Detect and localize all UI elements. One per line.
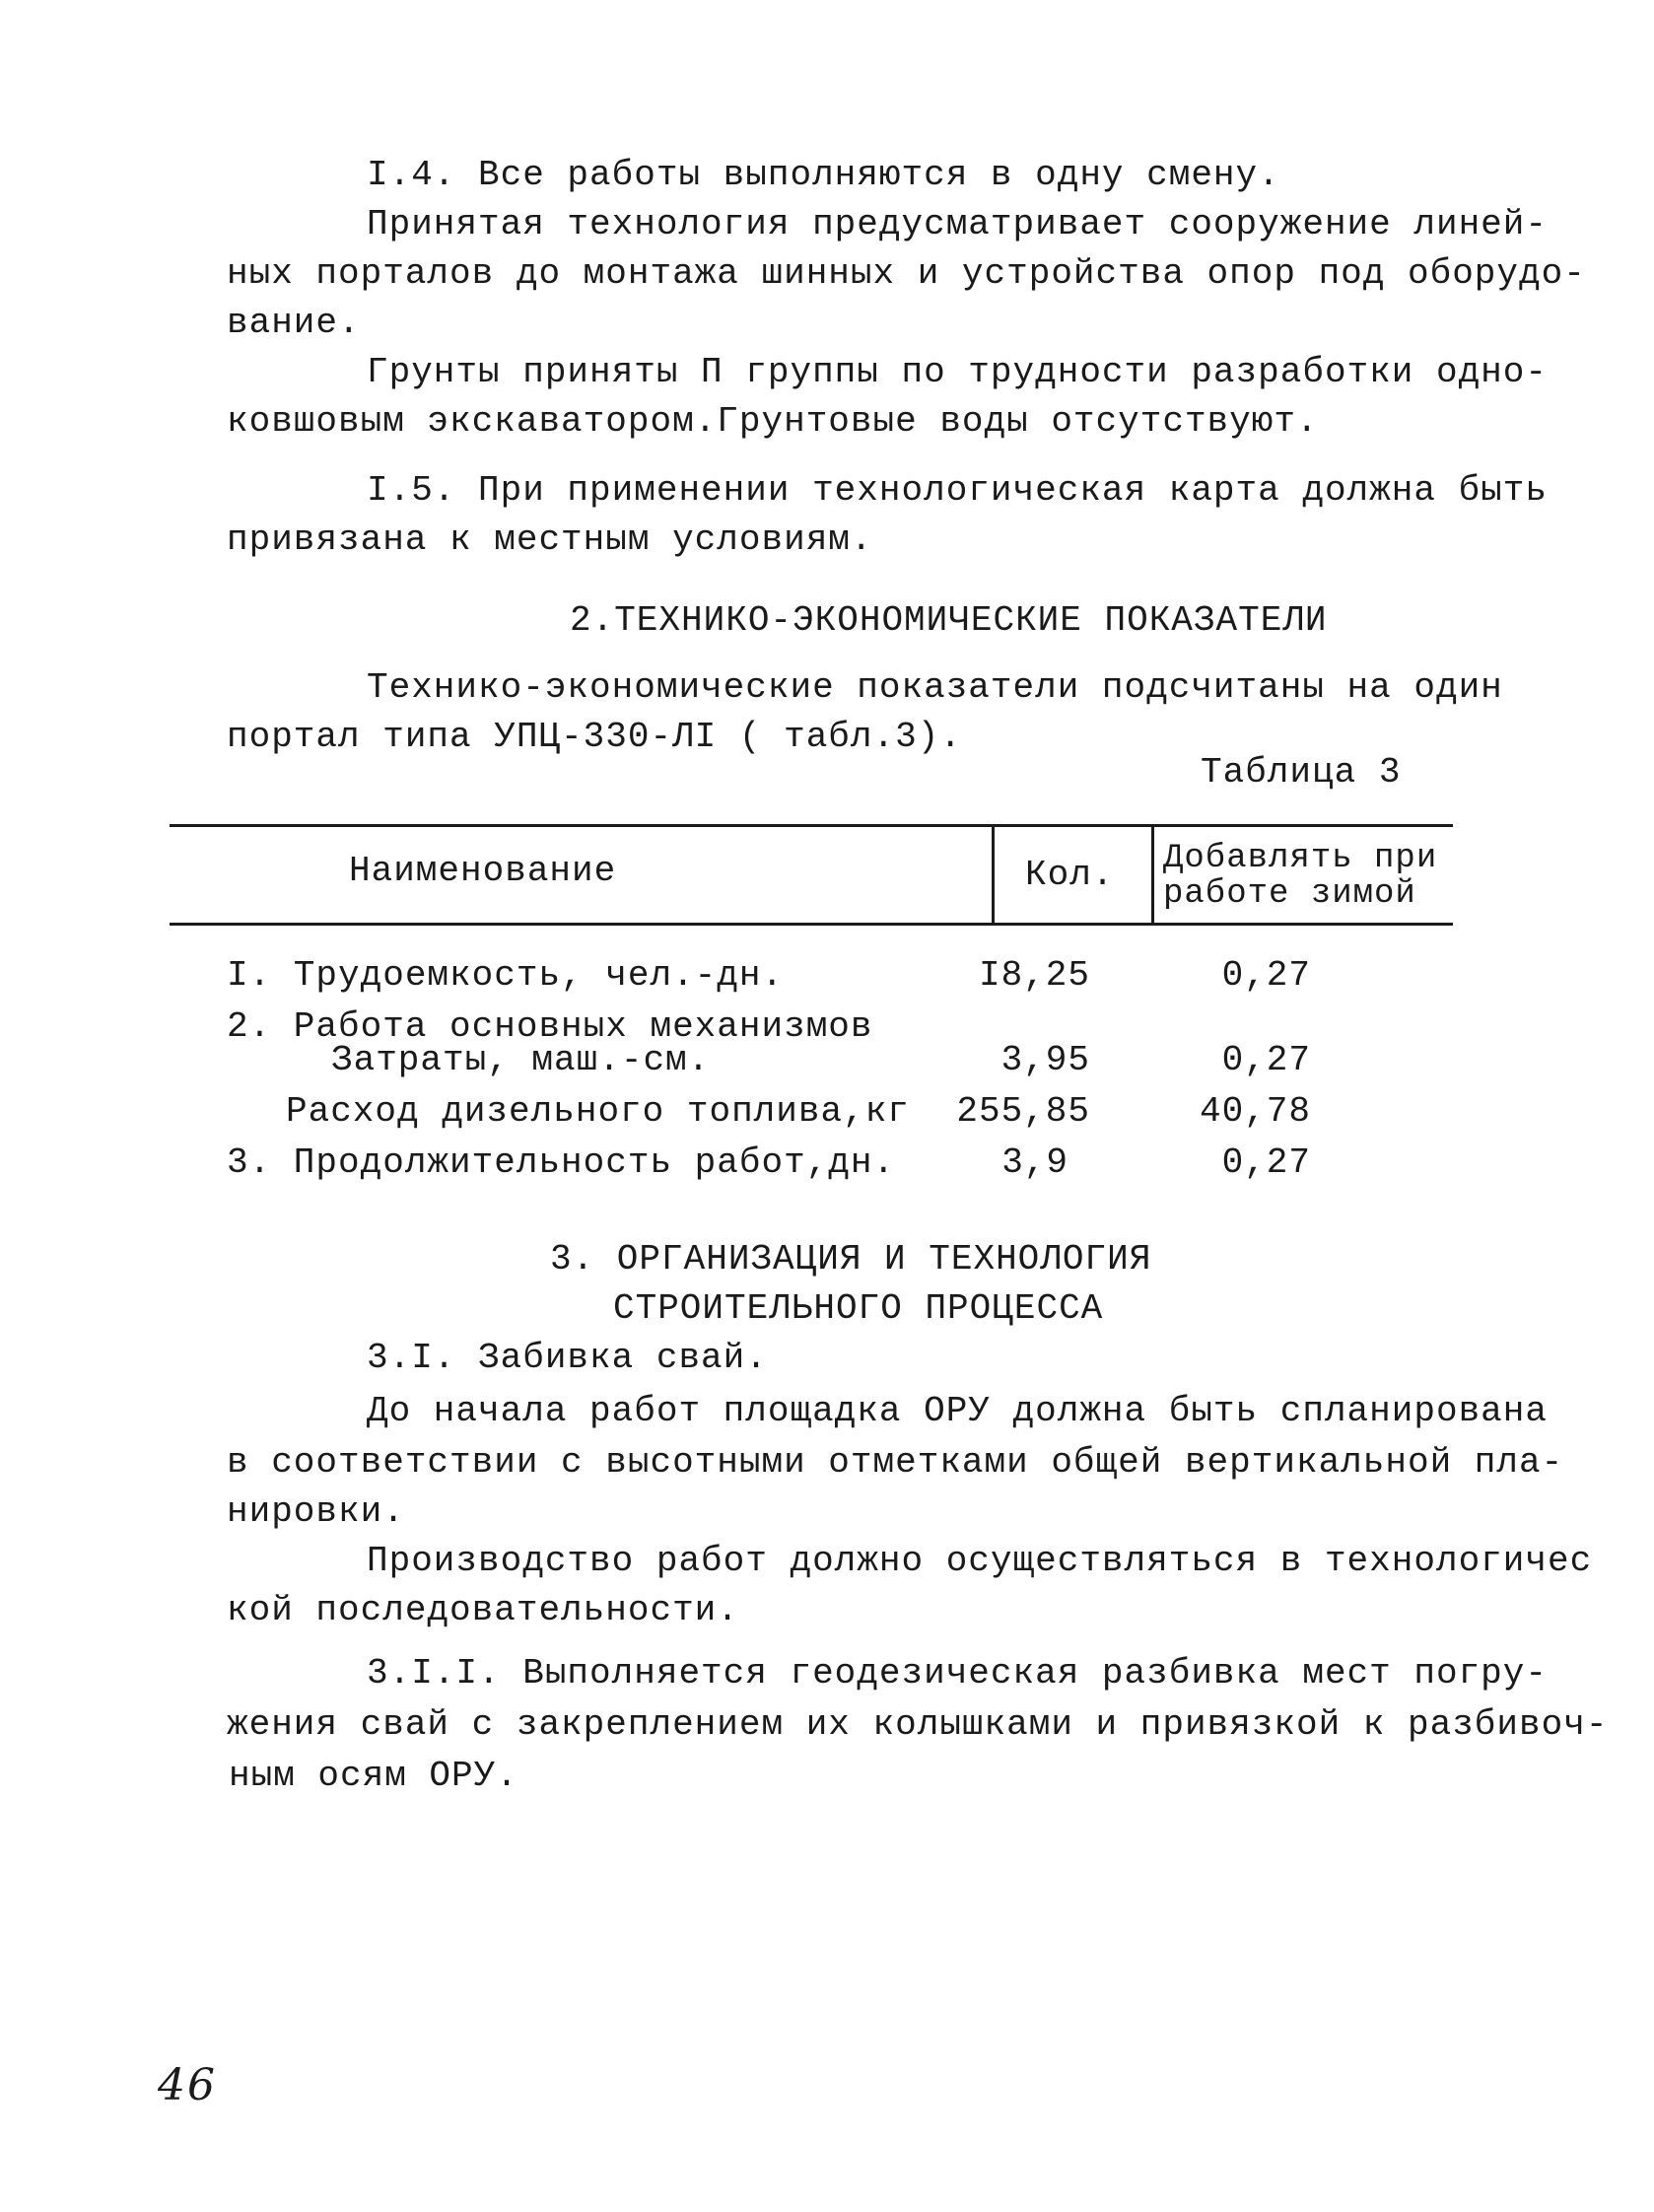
paragraph-production-line2: кой последовательности. [227, 1590, 739, 1630]
table-row-2-name: 2. Работа основных механизмов [227, 1006, 873, 1047]
paragraph-site-line1: До начала работ площадка ОРУ должна быть спланирована [367, 1391, 1548, 1431]
paragraph-site-line3: нировки. [227, 1491, 405, 1532]
paragraph-soil-line1: Грунты приняты П группы по трудности разработки одно- [367, 352, 1548, 392]
paragraph-site-line2: в соответствии с высотными отметками общей вертикальной пла- [227, 1442, 1564, 1483]
section-3-title-line2: СТРОИТЕЛЬНОГО ПРОЦЕССА [613, 1288, 1104, 1329]
table-row-2a-name: Затраты, маш.-см. [331, 1040, 711, 1080]
table-row-2a-qty: 3,95 [1000, 1040, 1090, 1080]
table-row-2a-winter: 0,27 [1221, 1040, 1311, 1080]
paragraph-technology-line2: ных порталов до монтажа шинных и устройства опор под оборудо- [227, 253, 1586, 294]
page-number: 46 [158, 2060, 217, 2110]
table-row-1-qty: I8,25 [978, 955, 1090, 996]
table-row-3-winter: 0,27 [1221, 1142, 1311, 1183]
paragraph-production-line1: Производство работ должно осуществляться в технологичес [367, 1541, 1593, 1581]
paragraph-technology-line3: вание. [227, 303, 361, 343]
table-row-3-qty: 3,9 [1001, 1142, 1068, 1183]
paragraph-3-1-1-line2: жения свай с закреплением их колышками и привязкой к разбивоч- [227, 1704, 1609, 1745]
paragraph-1-5-line1: I.5. При применении технологическая карта должна быть [367, 470, 1548, 511]
section-3-title-line1: 3. ОРГАНИЗАЦИЯ И ТЕХНОЛОГИЯ [550, 1239, 1152, 1279]
table-row-2b-qty: 255,85 [956, 1091, 1090, 1132]
paragraph-soil-line2: ковшовым экскаватором.Грунтовые воды отсутствуют. [227, 401, 1319, 442]
paragraph-1-5-line2: привязана к местным условиям. [227, 519, 873, 560]
paragraph-3-1: 3.I. Забивка свай. [367, 1338, 768, 1378]
table-header-winter-line2: работе зимой [1163, 875, 1416, 913]
paragraph-3-1-1-line3: ным осям ОРУ. [229, 1756, 518, 1796]
table-top-rule [170, 824, 1453, 827]
table-col-divider-2 [1151, 824, 1154, 923]
paragraph-3-1-1-line1: 3.I.I. Выполняется геодезическая разбивка мест погру- [367, 1653, 1548, 1694]
table-header-name: Наименование [349, 851, 617, 891]
paragraph-1-4: I.4. Все работы выполняются в одну смену. [367, 155, 1280, 195]
section-2-intro-line2: портал типа УПЦ-330-ЛI ( табл.3). [227, 717, 962, 757]
table-row-1-winter: 0,27 [1221, 955, 1311, 996]
table-header-rule [170, 923, 1453, 926]
table-row-2b-winter: 40,78 [1199, 1091, 1311, 1132]
table-header-winter-line1: Добавлять при [1163, 840, 1438, 877]
section-2-intro-line1: Технико-экономические показатели подсчитаны на один [367, 667, 1503, 708]
table-row-2b-name: Расход дизельного топлива,кг [286, 1091, 910, 1132]
table-row-1-name: I. Трудоемкость, чел.-дн. [227, 955, 785, 996]
table-row-3-name: 3. Продолжительность работ,дн. [227, 1142, 896, 1183]
table-header-qty: Кол. [1025, 855, 1115, 895]
section-2-title: 2.ТЕХНИКО-ЭКОНОМИЧЕСКИЕ ПОКАЗАТЕЛИ [570, 600, 1328, 641]
paragraph-technology-line1: Принятая технология предусматривает сооружение линей- [367, 204, 1548, 244]
table-col-divider-1 [992, 824, 995, 923]
table-caption: Таблица 3 [1201, 752, 1402, 793]
